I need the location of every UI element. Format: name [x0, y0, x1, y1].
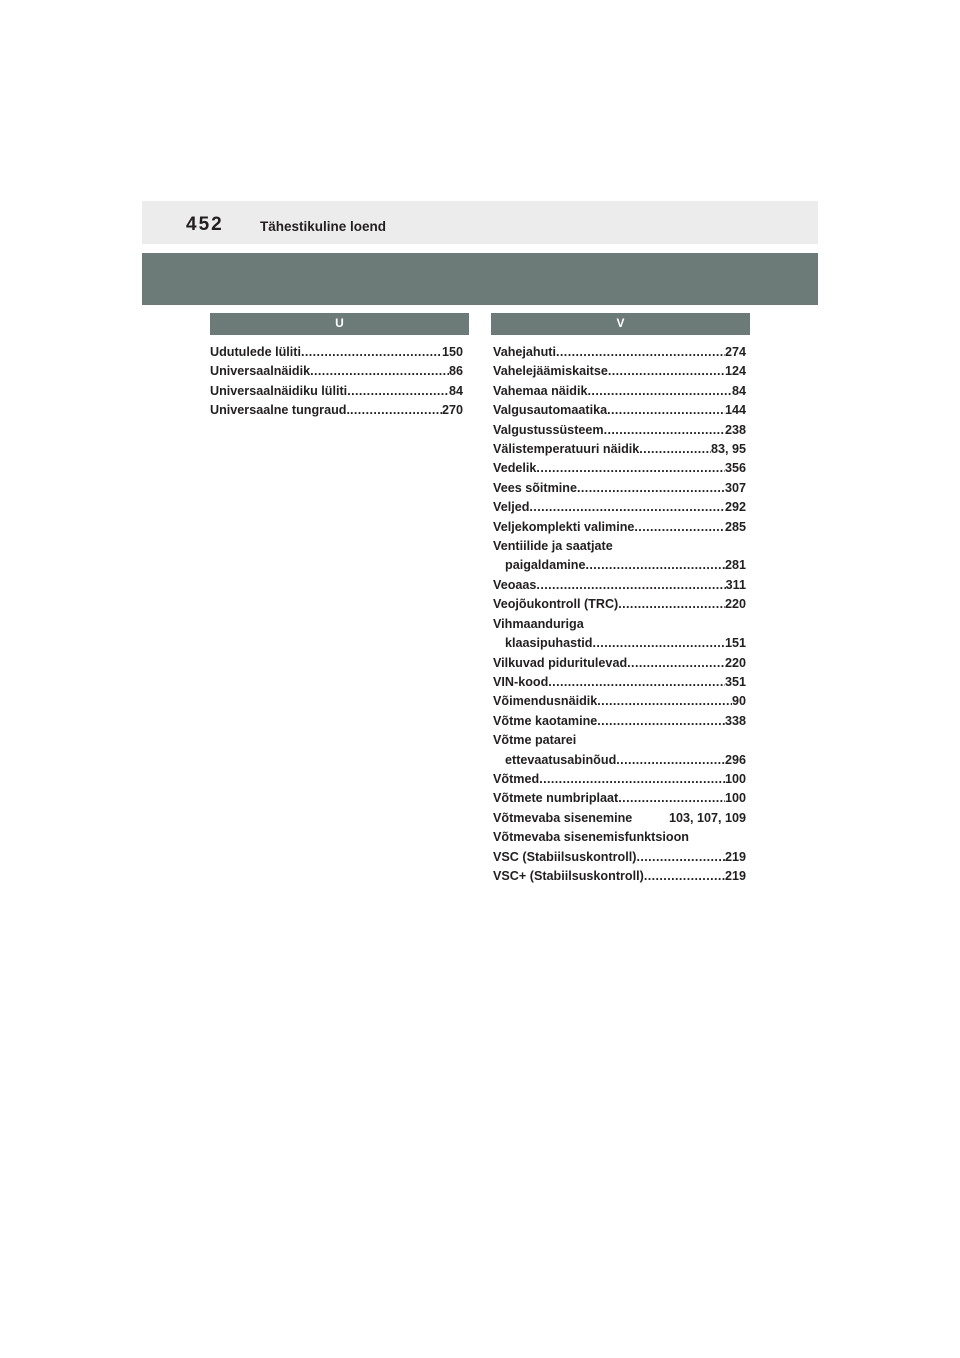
- index-entry-name: klaasipuhastid: [505, 636, 593, 651]
- leader-dots: [618, 789, 725, 808]
- page-number: 452: [186, 214, 224, 235]
- leader-dots: [636, 848, 725, 867]
- index-entry-page: 311: [725, 577, 746, 592]
- index-entry-name: Võtme kaotamine: [493, 713, 598, 728]
- index-entry-name: Valgustussüsteem: [493, 422, 604, 437]
- index-entry: [493, 362, 746, 381]
- index-entry-name: Võtmed: [493, 771, 540, 786]
- index-entry: [493, 479, 746, 498]
- leader-dots: [604, 421, 725, 440]
- index-entry: [493, 576, 746, 595]
- leader-dots: [588, 382, 732, 401]
- index-entry-name: Universaalnäidiku lüliti: [210, 383, 348, 398]
- index-entry-page: 274: [724, 345, 746, 359]
- leader-dots: [639, 440, 711, 459]
- index-entry-page: 100: [724, 771, 746, 786]
- leader-dots: [536, 576, 725, 595]
- index-entry-name: Välistemperatuuri näidik: [493, 442, 640, 457]
- index-column-v: [493, 343, 746, 886]
- index-entry-page: 219: [724, 868, 746, 883]
- index-entry: [493, 712, 746, 731]
- index-entry: [493, 751, 746, 770]
- index-entry: [493, 401, 746, 420]
- index-entry-page: 292: [724, 500, 746, 515]
- index-entry-page: 124: [724, 364, 746, 379]
- index-entry-page: 238: [724, 422, 746, 437]
- leader-dots: [593, 634, 725, 653]
- index-entry-page: 281: [724, 558, 746, 573]
- index-entry-name: Võimendusnäidik: [493, 694, 598, 709]
- index-entry-name: Võtmete numbriplaat: [493, 791, 619, 806]
- index-entry-name: Valgusautomaatika: [493, 403, 608, 418]
- index-entry-page: 219: [724, 849, 746, 864]
- leader-dots: [536, 459, 725, 478]
- index-entry: [493, 440, 746, 459]
- index-column-u: [210, 343, 463, 421]
- index-entry-page: 100: [724, 791, 746, 806]
- index-entry-name: Vilkuvad piduritulevad: [493, 655, 628, 670]
- index-entry-name: Veoaas: [493, 577, 537, 592]
- leader-dots: [577, 479, 725, 498]
- index-entry-name: Vahelejäämiskaitse: [493, 364, 608, 379]
- leader-dots: [529, 498, 725, 517]
- index-entry: [493, 459, 746, 478]
- index-entry: [493, 809, 746, 828]
- index-entry-page: 144: [724, 403, 746, 418]
- leader-dots: [301, 343, 442, 362]
- leader-dots: [548, 673, 725, 692]
- leader-dots: [634, 518, 725, 537]
- index-entry-name: Universaalnäidik: [210, 364, 311, 379]
- index-entry-heading: Vihmaanduriga: [493, 616, 584, 631]
- index-entry-name: Veljekomplekti valimine: [493, 519, 635, 534]
- index-entry-page: 90: [731, 694, 746, 709]
- index-entry: [493, 789, 746, 808]
- index-entry-page: 285: [724, 519, 746, 534]
- leader-dots: [627, 654, 725, 673]
- index-entry-name: Udutulede lüliti: [210, 345, 301, 359]
- index-entry: [210, 382, 463, 401]
- index-entry: [210, 362, 463, 381]
- index-entry: [493, 421, 746, 440]
- leader-dots: [556, 343, 725, 362]
- index-entry: [493, 382, 746, 401]
- leader-dots: [585, 556, 725, 575]
- leader-dots: [310, 362, 449, 381]
- index-entry: [493, 343, 746, 362]
- index-entry-page: 103, 107, 109: [668, 810, 746, 825]
- index-entry-page: 338: [724, 713, 746, 728]
- index-entry-page: 220: [724, 597, 746, 612]
- index-entry-page: 83, 95: [710, 442, 746, 457]
- index-entry-page: 351: [724, 674, 746, 689]
- index-entry-name: VSC (Stabiilsuskontroll): [493, 849, 637, 864]
- index-entry: [493, 518, 746, 537]
- leader-dots: [350, 401, 442, 420]
- index-entry-name: Veojõukontroll (TRC): [493, 597, 619, 612]
- index-entry-name: paigaldamine: [505, 558, 586, 573]
- index-entry-page: 150: [441, 345, 463, 359]
- index-entry: [493, 654, 746, 673]
- index-entry-name: Universaalne tungraud.: [210, 403, 350, 418]
- index-entry-heading: Võtme patarei: [493, 733, 577, 748]
- letter-bar-u: U: [210, 313, 469, 335]
- index-entry: [493, 556, 746, 575]
- leader-dots: [608, 362, 725, 381]
- index-entry-page: 220: [724, 655, 746, 670]
- index-entry-heading: Võtmevaba sisenemisfunktsioon: [493, 830, 689, 845]
- index-entry-page: 84: [731, 383, 746, 398]
- index-entry-name: Vees sõitmine: [493, 480, 577, 495]
- index-entry: [493, 673, 746, 692]
- header-dark-band: [142, 253, 818, 305]
- index-entry-page: 356: [724, 461, 746, 476]
- leader-dots: [616, 751, 725, 770]
- index-entry-page: 270: [441, 403, 463, 418]
- index-entry-page: 307: [724, 480, 746, 495]
- index-entry-page: 84: [448, 383, 463, 398]
- leader-dots: [597, 712, 725, 731]
- index-entry-page: 151: [724, 636, 746, 651]
- letter-bar-v: V: [491, 313, 750, 335]
- index-entry-name: ettevaatusabinõud: [505, 752, 617, 767]
- header-band: [142, 201, 818, 244]
- index-entry: [493, 848, 746, 867]
- leader-dots: [347, 382, 449, 401]
- index-entry: [493, 692, 746, 711]
- leader-dots: [644, 867, 725, 886]
- index-entry: [493, 634, 746, 653]
- index-entry-name: Vedelik: [493, 461, 537, 476]
- index-entry: [493, 498, 746, 517]
- index-entry-name: Veljed: [493, 500, 530, 515]
- leader-dots: [539, 770, 725, 789]
- index-entry-name: VIN-kood: [493, 674, 549, 689]
- index-entry-name: Vahejahuti: [493, 345, 556, 359]
- index-entry-page: 296: [724, 752, 746, 767]
- section-title: Tähestikuline loend: [260, 219, 387, 234]
- index-entry: [493, 867, 746, 886]
- index-entry-name: Võtmevaba sisenemine: [493, 810, 633, 825]
- index-entry-name: VSC+ (Stabiilsuskontroll): [493, 868, 644, 883]
- index-entry-heading: Ventiilide ja saatjate: [493, 539, 613, 554]
- index-entry-name: Vahemaa näidik: [493, 383, 588, 398]
- leader-dots: [618, 595, 725, 614]
- leader-dots: [597, 692, 732, 711]
- index-entry: [210, 401, 463, 420]
- index-entry: [210, 343, 463, 362]
- leader-dots: [607, 401, 725, 420]
- index-entry-page: 86: [448, 364, 463, 379]
- index-entry: [493, 595, 746, 614]
- index-entry: [493, 770, 746, 789]
